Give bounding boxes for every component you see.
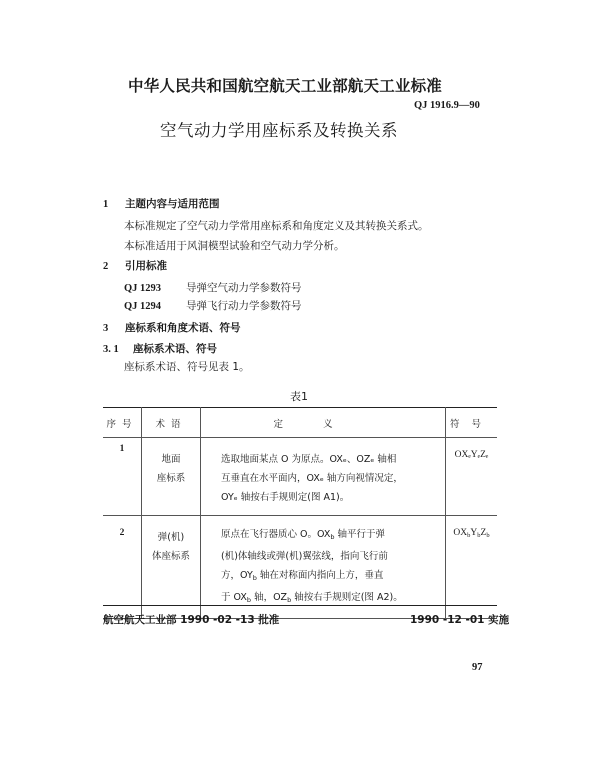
column-header-symbol: 符号 (446, 408, 498, 438)
row-number: 2 (103, 516, 142, 619)
term-line: 座标系 (156, 473, 186, 484)
table-row (103, 516, 497, 619)
row-term (142, 516, 201, 619)
table-header-row (103, 408, 497, 438)
reference-code: QJ 1294 (124, 301, 162, 312)
definition-line: (机)体轴线或弹(机)翼弦线，指向飞行前 (221, 551, 388, 562)
section-title: 主题内容与适用范围 (125, 198, 220, 210)
term-line: 地面 (161, 454, 181, 465)
table-row (103, 438, 497, 516)
table-caption: 表1 (290, 390, 308, 403)
section-2-heading (103, 258, 167, 273)
section-title: 座标系术语、符号 (133, 343, 217, 355)
row-term (142, 438, 201, 516)
standard-code: QJ 1916.9—90 (414, 100, 480, 111)
section-3-1-heading (103, 341, 217, 356)
effective-date: 1990 -12 -01 实施 (410, 614, 510, 626)
row-definition (201, 516, 446, 619)
reference-code: QJ 1293 (124, 283, 162, 294)
section-1-paragraph-1: 本标准规定了空气动力学常用座标系和角度定义及其转换关系式。 (124, 220, 429, 232)
reference-title: 导弹飞行动力学参数符号 (186, 300, 302, 312)
definition-line: 于 $OX_b$ 轴，$OZ_b$ 轴按右手规则定(图 A2)。 (221, 592, 403, 604)
document-title: 空气动力学用座标系及转换关系 (160, 121, 398, 140)
section-number: 2 (103, 261, 109, 272)
term-line: 体座标系 (151, 551, 190, 562)
page-number: 97 (472, 662, 483, 673)
row-symbol: OXₑYₑZₑ (446, 438, 498, 516)
reference-title: 导弹空气动力学参数符号 (186, 282, 302, 294)
row-symbol: $OX_bY_bZ_b$ (446, 516, 498, 619)
column-header-definition: 定义 (201, 408, 446, 438)
definition-line: OYₑ 轴按右手规则定(图 A1)。 (221, 492, 350, 503)
section-number: 3 (103, 323, 109, 334)
section-number: 3. 1 (103, 344, 119, 355)
definition-line: 互垂直在水平面内，OXₑ 轴方向视情况定， (221, 473, 403, 484)
section-1-heading (103, 196, 220, 211)
row-number: 1 (103, 438, 142, 516)
footer-divider (103, 605, 497, 606)
coordinate-system-table (103, 407, 497, 619)
section-number: 1 (103, 199, 109, 210)
reference-item (124, 298, 302, 313)
section-title: 座标系和角度术语、符号 (125, 322, 241, 334)
section-3-heading (103, 320, 241, 335)
reference-item (124, 280, 302, 295)
term-line: 弹(机) (157, 532, 185, 543)
approval-date: 航空航天工业部 1990 -02 -13 批准 (103, 614, 280, 626)
section-1-paragraph-2: 本标准适用于风洞模型试验和空气动力学分析。 (124, 240, 345, 252)
issuing-organization: 中华人民共和国航空航天工业部航天工业标准 (128, 77, 443, 95)
definition-line: 方，$OY_b$ 轴在对称面内指向上方，垂直 (221, 570, 384, 582)
section-3-1-paragraph: 座标系术语、符号见表 1。 (124, 361, 250, 373)
row-definition (201, 438, 446, 516)
column-header-no: 序号 (103, 408, 142, 438)
definition-line: 原点在飞行器质心 O。$OX_b$ 轴平行于弹 (221, 529, 386, 541)
column-header-term: 术语 (142, 408, 201, 438)
definition-line: 选取地面某点 O 为原点。OXₑ、OZₑ 轴相 (221, 454, 397, 465)
section-title: 引用标准 (125, 260, 167, 272)
